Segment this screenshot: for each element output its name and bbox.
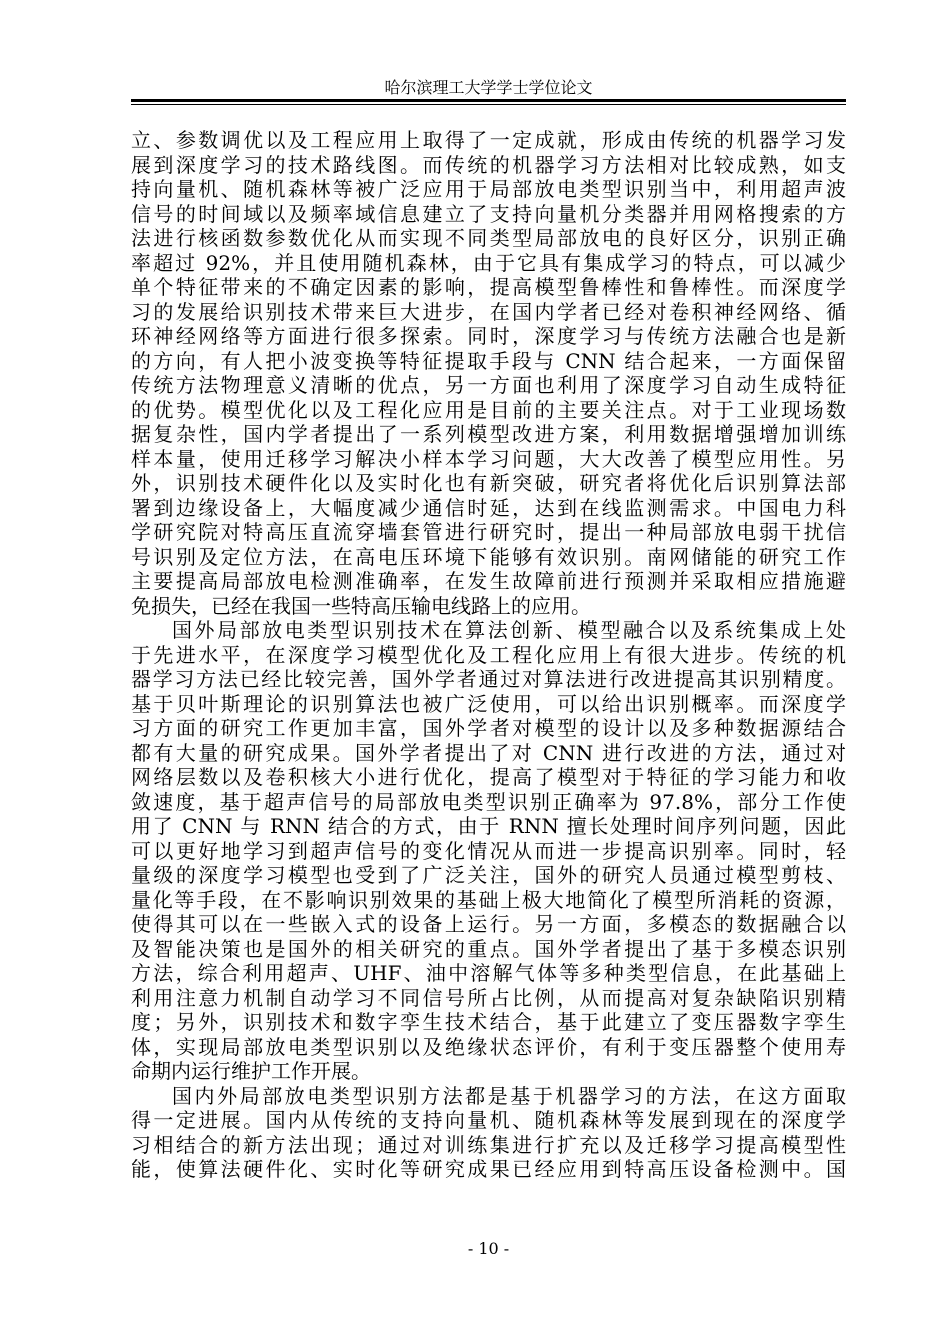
header-rule-thin <box>131 104 846 105</box>
text-line: 号识别及定位方法，在高电压环境下能够有效识别。南网储能的研究工作 <box>131 544 846 569</box>
text-line: 国内外局部放电类型识别方法都是基于机器学习的方法，在这方面取 <box>172 1083 846 1108</box>
text-line: 外，识别技术硬件化以及实时化也有新突破，研究者将优化后识别算法部 <box>131 471 846 495</box>
text-line: 立、参数调优以及工程应用上取得了一定成就，形成由传统的机器学习发 <box>131 128 846 152</box>
text-line: 署到边缘设备上，大幅度减少通信时延，达到在线监测需求。中国电力科 <box>131 495 846 520</box>
text-line: 利用注意力机制自动学习不同信号所占比例，从而提高对复杂缺陷识别精 <box>131 985 846 1010</box>
text-line: 都有大量的研究成果。国外学者提出了对 CNN 进行改进的方法，通过对 <box>131 740 846 765</box>
text-line: 的方向，有人把小波变换等特征提取手段与 CNN 结合起来，一方面保留 <box>131 348 846 373</box>
text-line: 用了 CNN 与 RNN 结合的方式，由于 RNN 擅长处理时间序列问题，因此 <box>131 814 846 838</box>
text-line: 法进行核函数参数优化从而实现不同类型局部放电的良好区分，识别正确 <box>131 226 846 250</box>
text-line: 习相结合的新方法出现；通过对训练集进行扩充以及迁移学习提高模型性 <box>131 1132 846 1157</box>
text-line: 网络层数以及卷积核大小进行优化，提高了模型对于特征的学习能力和收 <box>131 765 846 789</box>
text-line: 可以更好地学习到超声信号的变化情况从而进一步提高识别率。同时，轻 <box>131 838 846 863</box>
text-line: 环神经网络等方面进行很多探索。同时，深度学习与传统方法融合也是新 <box>131 324 846 348</box>
text-line: 据复杂性，国内学者提出了一系列模型改进方案，利用数据增强增加训练 <box>131 422 846 446</box>
text-line: 持向量机、随机森林等被广泛应用于局部放电类型识别当中，利用超声波 <box>131 177 846 201</box>
text-line: 的优势。模型优化以及工程化应用是目前的主要关注点。对于工业现场数 <box>131 397 846 422</box>
text-line: 方法，综合利用超声、UHF、油中溶解气体等多种类型信息，在此基础上 <box>131 961 846 985</box>
text-line: 量级的深度学习模型也受到了广泛关注，国外的研究人员通过模型剪枝、 <box>131 863 846 887</box>
text-line: 使得其可以在一些嵌入式的设备上运行。另一方面，多模态的数据融合以 <box>131 912 846 936</box>
text-line: 及智能决策也是国外的相关研究的重点。国外学者提出了基于多模态识别 <box>131 936 846 961</box>
page-number: - 10 - <box>467 1239 510 1258</box>
text-line: 主要提高局部放电检测准确率，在发生故障前进行预测并采取相应措施避 <box>131 569 846 593</box>
paragraph <box>131 1084 846 1182</box>
text-line: 体，实现局部放电类型识别以及绝缘状态评价，有利于变压器整个使用寿 <box>131 1034 846 1059</box>
paragraph <box>131 128 846 618</box>
text-line: 习的发展给识别技术带来巨大进步，在国内学者已经对卷积神经网络、循 <box>131 299 846 324</box>
text-line: 样本量，使用迁移学习解决小样本学习问题，大大改善了模型应用性。另 <box>131 446 846 471</box>
text-line: 于先进水平，在深度学习模型优化及工程化应用上有很大进步。传统的机 <box>131 642 846 667</box>
text-line: 传统方法物理意义清晰的优点，另一方面也利用了深度学习自动生成特征 <box>131 373 846 397</box>
text-line: 得一定进展。国内从传统的支持向量机、随机森林等发展到现在的深度学 <box>131 1108 846 1132</box>
text-line: 量化等手段，在不影响识别效果的基础上极大地简化了模型所消耗的资源， <box>131 887 846 912</box>
text-line: 单个特征带来的不确定因素的影响，提高模型鲁棒性和鲁棒性。而深度学 <box>131 275 846 299</box>
text-line: 习方面的研究工作更加丰富，国外学者对模型的设计以及多种数据源结合 <box>131 716 846 740</box>
header-rule-thick <box>131 99 846 102</box>
text-line: 信号的时间域以及频率域信息建立了支持向量机分类器并用网格搜索的方 <box>131 201 846 226</box>
text-line: 敛速度，基于超声信号的局部放电类型识别正确率为 97.8%，部分工作使 <box>131 789 846 814</box>
text-line: 率超过 92%，并且使用随机森林，由于它具有集成学习的特点，可以减少 <box>131 250 846 275</box>
text-line: 度；另外，识别技术和数字孪生技术结合，基于此建立了变压器数字孪生 <box>131 1010 846 1034</box>
text-line: 能，使算法硬件化、实时化等研究成果已经应用到特高压设备检测中。国 <box>131 1157 846 1181</box>
body-text <box>131 128 846 1182</box>
text-line: 学研究院对特高压直流穿墙套管进行研究时，提出一种局部放电弱干扰信 <box>131 520 846 544</box>
text-line: 命期内运行维护工作开展。 <box>131 1059 371 1083</box>
text-line: 免损失，已经在我国一些特高压输电线路上的应用。 <box>131 593 591 618</box>
text-line: 器学习方法已经比较完善，国外学者通过对算法进行改进提高其识别精度。 <box>131 667 846 691</box>
paragraph <box>131 618 846 1084</box>
text-line: 国外局部放电类型识别技术在算法创新、模型融合以及系统集成上处 <box>172 618 846 642</box>
text-line: 基于贝叶斯理论的识别算法也被广泛使用，可以给出识别概率。而深度学 <box>131 691 846 716</box>
text-line: 展到深度学习的技术路线图。而传统的机器学习方法相对比较成熟，如支 <box>131 152 846 177</box>
running-header: 哈尔滨理工大学学士学位论文 <box>384 78 593 97</box>
